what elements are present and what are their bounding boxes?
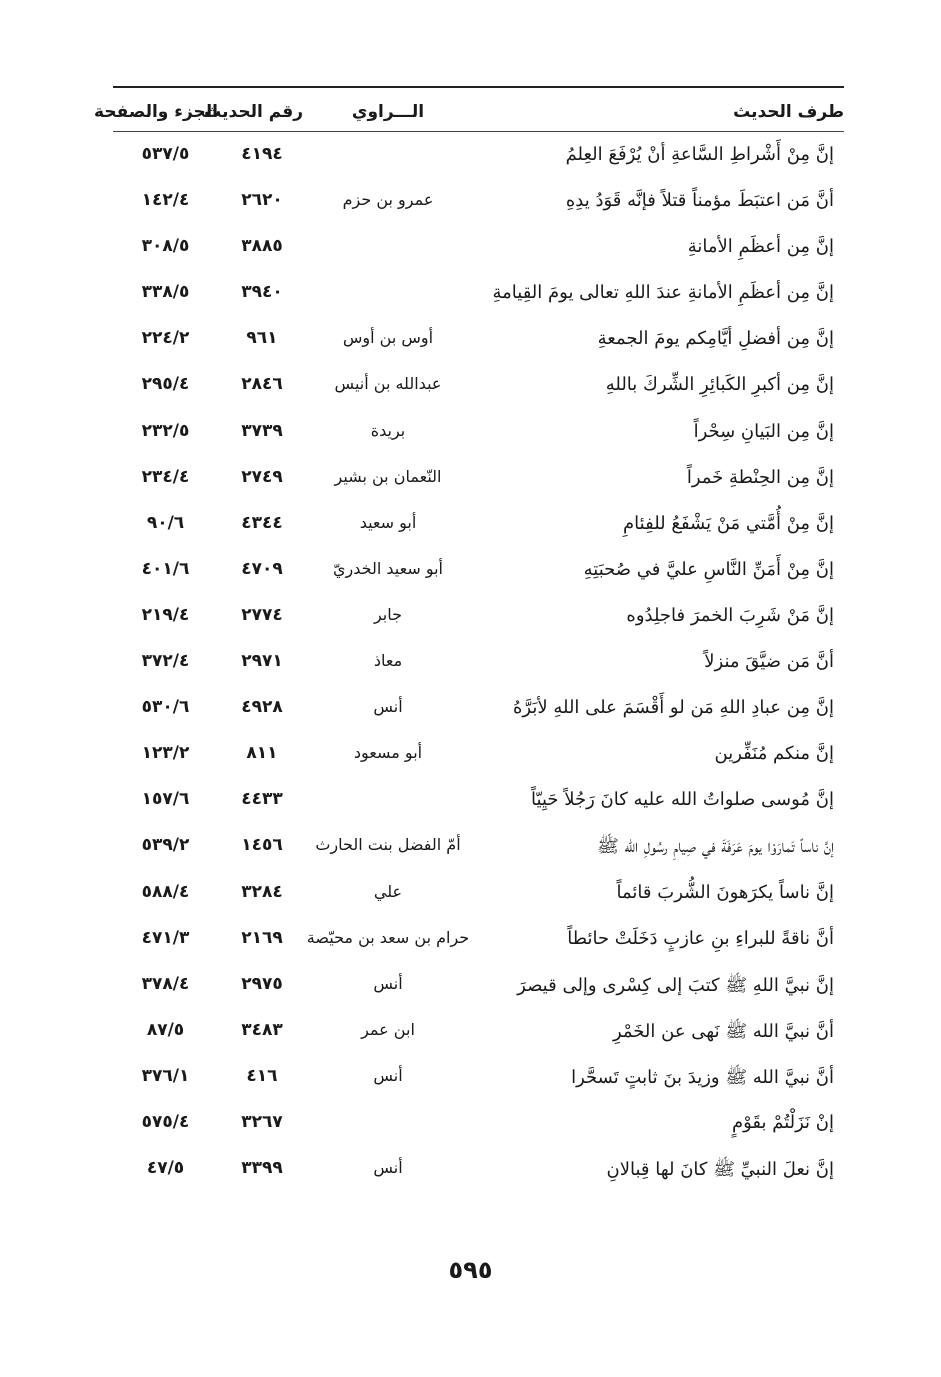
narrator: حرام بن سعد بن محيّصة <box>306 927 470 947</box>
volume-page: ٣٠٨/٥ <box>141 236 190 257</box>
hadith-number: ٣٢٦٧ <box>241 1111 283 1132</box>
narrator: أمّ الفضل بنت الحارث <box>315 835 461 855</box>
hadith-tarf: إنَّ مَنْ شَرِبَ الخمرَ فاجلِدُوه <box>626 604 834 626</box>
header-juz: الجزء والصفحة <box>94 102 218 122</box>
hadith-number: ٢١٦٩ <box>241 927 283 948</box>
narrator: جابر <box>373 604 403 624</box>
hadith-tarf: إنَّ مِن الحِنْطةِ خَمراً <box>686 466 834 488</box>
narrator: معاذ <box>373 651 403 671</box>
volume-page: ٢٩٥/٤ <box>141 374 190 395</box>
page-number: ٥٩٥ <box>448 1256 493 1284</box>
hadith-tarf: أنَّ مَن اعتبَطَ مؤمناً قتلاً فإنَّه قَوَدُ يدِهِ <box>565 190 834 212</box>
narrator: أنس <box>373 1065 403 1085</box>
volume-page: ٢٣٢/٥ <box>141 420 190 441</box>
table-row <box>113 597 844 643</box>
hadith-number: ٤٩٢٨ <box>241 697 283 718</box>
hadith-number: ٤١٩٤ <box>241 144 283 164</box>
table-row <box>113 781 844 827</box>
hadith-tarf: إنَّ مِن أفضلِ أيَّامِكم يومَ الجمعةِ <box>597 328 834 350</box>
volume-page: ٢٢٤/٢ <box>141 328 190 349</box>
hadith-tarf: إنَّ ناساً يكرَهونَ الشُّربَ قائماً <box>616 881 834 903</box>
volume-page: ٥٣٧/٥ <box>141 144 190 164</box>
hadith-number: ٢٩٧١ <box>241 651 283 672</box>
hadith-tarf: إنْ نَزَلْتُمْ بقَوْمٍ <box>731 1111 834 1133</box>
hadith-number: ٩٦١ <box>246 328 278 349</box>
table-row <box>113 551 844 597</box>
table-row <box>113 735 844 781</box>
header-rawi: الـــراوي <box>351 102 425 122</box>
narrator: عمرو بن حزم <box>342 190 434 210</box>
volume-page: ٢٣٤/٤ <box>141 466 190 487</box>
hadith-number: ٢٦٢٠ <box>241 190 283 211</box>
hadith-tarf: إنَّ مِن عبادِ اللهِ مَن لو أَقْسَمَ على اللهِ لأبَرَّهُ <box>512 697 834 719</box>
hadith-index-table <box>113 136 844 1196</box>
volume-page: ٣٣٨/٥ <box>141 282 190 303</box>
table-row <box>113 413 844 459</box>
hadith-number: ٤٧٠٩ <box>241 558 283 579</box>
volume-page: ٥٧٥/٤ <box>141 1111 190 1132</box>
table-row <box>113 505 844 551</box>
narrator: بريدة <box>370 420 406 440</box>
hadith-number: ٣٧٣٩ <box>241 420 283 441</box>
hadith-tarf: إنَّ ناساً تَمارَوْا يومَ عَرَفَةَ في صِيامِ رسُولِ الله ﷺ <box>597 836 834 858</box>
table-row <box>113 459 844 505</box>
hadith-number: ٣٨٨٥ <box>241 236 283 257</box>
hadith-number: ٢٩٧٥ <box>241 973 283 994</box>
hadith-tarf: إنَّ مِن البَيانِ سِحْراً <box>693 420 834 442</box>
hadith-tarf: أنَّ نبيَّ الله ﷺ وزيدَ بنَ ثابتٍ تَسحَّرا <box>571 1066 834 1088</box>
hadith-number: ٤١٦ <box>246 1065 278 1086</box>
hadith-tarf: إنَّ مُوسى صلواتُ الله عليه كانَ رَجُلاً حَيِيّاً <box>531 789 834 811</box>
hadith-tarf: إنَّ مِنْ أَمَنِّ النَّاسِ عليَّ في صُحبَتِهِ <box>583 558 834 580</box>
hadith-tarf: أنَّ نبيَّ الله ﷺ نَهى عن الخَمْرِ <box>612 1020 834 1042</box>
hadith-tarf: أنَّ مَن ضيَّقَ منزلاً <box>704 651 834 673</box>
volume-page: ٤٧/٥ <box>146 1158 185 1179</box>
narrator: علي <box>373 881 403 901</box>
volume-page: ١٥٧/٦ <box>141 789 190 810</box>
table-row <box>113 827 844 873</box>
hadith-number: ٢٨٤٦ <box>241 374 283 395</box>
volume-page: ٥٣٩/٢ <box>141 835 190 856</box>
hadith-number: ٣٤٨٣ <box>241 1019 283 1040</box>
volume-page: ٣٧٢/٤ <box>141 651 190 672</box>
top-rule <box>113 86 844 88</box>
table-row <box>113 874 844 920</box>
narrator: أوس بن أوس <box>342 328 434 348</box>
table-row <box>113 966 844 1012</box>
hadith-number: ٨١١ <box>246 743 278 764</box>
narrator: النّعمان بن بشير <box>334 466 442 486</box>
hadith-tarf: إنَّ مِن أكبرِ الكَبائِرِ الشِّركَ باللهِ <box>605 374 834 396</box>
volume-page: ٥٣٠/٦ <box>141 697 190 718</box>
table-row <box>113 366 844 412</box>
header-tarf: طرف الحديث <box>733 102 844 122</box>
table-row <box>113 1012 844 1058</box>
narrator: أبو مسعود <box>353 743 423 763</box>
table-row <box>113 689 844 735</box>
volume-page: ١٢٣/٢ <box>141 743 190 764</box>
table-row <box>113 1058 844 1104</box>
narrator: أنس <box>373 973 403 993</box>
hadith-number: ٣٣٩٩ <box>241 1158 283 1179</box>
volume-page: ٣٧٦/١ <box>141 1065 190 1086</box>
volume-page: ٣٧٨/٤ <box>141 973 190 994</box>
volume-page: ٨٧/٥ <box>146 1019 185 1040</box>
hadith-tarf: إنَّ نعلَ النبيِّ ﷺ كانَ لها قِبالانِ <box>606 1159 834 1181</box>
hadith-tarf: إنَّ مِنْ أَشْراطِ السَّاعةِ أنْ يُرْفَعَ العِلمُ <box>565 144 834 165</box>
hadith-tarf: إنَّ مِن أعظَمِ الأمانةِ <box>687 236 834 258</box>
volume-page: ٢١٩/٤ <box>141 604 190 625</box>
narrator: ابن عمر <box>361 1019 415 1039</box>
table-row <box>113 136 844 182</box>
table-row <box>113 320 844 366</box>
volume-page: ٥٨٨/٤ <box>141 881 190 902</box>
narrator: أنس <box>373 697 403 717</box>
hadith-number: ٢٧٤٩ <box>241 466 283 487</box>
volume-page: ٤٧١/٣ <box>141 927 190 948</box>
volume-page: ٩٠/٦ <box>146 512 185 533</box>
hadith-tarf: أنَّ ناقةً للبراءِ بنِ عازبٍ دَخَلَتْ حائطاً <box>567 927 834 949</box>
hadith-tarf: إنَّ منكم مُنَفِّرين <box>714 743 834 765</box>
table-row <box>113 1104 844 1150</box>
narrator: عبدالله بن أنيس <box>334 374 442 394</box>
table-row <box>113 643 844 689</box>
hadith-number: ٤٣٤٤ <box>241 512 283 533</box>
table-row <box>113 274 844 320</box>
table-row <box>113 1150 844 1196</box>
table-row <box>113 228 844 274</box>
narrator: أبو سعيد <box>359 512 417 532</box>
narrator: أنس <box>373 1158 403 1178</box>
hadith-number: ١٤٥٦ <box>241 835 283 856</box>
hadith-number: ٤٤٣٣ <box>241 789 283 810</box>
header-rule <box>113 131 844 132</box>
table-header <box>94 96 844 130</box>
narrator: أبو سعيد الخدريّ <box>333 558 443 578</box>
table-row <box>113 920 844 966</box>
hadith-tarf: إنَّ نبيَّ اللهِ ﷺ كتبَ إلى كِسْرى وإلى قيصرَ <box>517 974 834 996</box>
table-row <box>113 182 844 228</box>
hadith-tarf: إنَّ مِن أعظَمِ الأمانةِ عندَ اللهِ تعالى يومَ القِيامةِ <box>492 282 834 304</box>
hadith-tarf: إنَّ مِنْ أُمَّتي مَنْ يَشْفَعُ للفِئامِ <box>623 512 834 534</box>
hadith-number: ٣٩٤٠ <box>241 282 283 303</box>
header-raqm: رقم الحديث <box>204 102 303 122</box>
hadith-number: ٣٢٨٤ <box>241 881 283 902</box>
hadith-number: ٢٧٧٤ <box>241 604 283 625</box>
volume-page: ٤٠١/٦ <box>141 558 190 579</box>
volume-page: ١٤٢/٤ <box>141 190 190 211</box>
